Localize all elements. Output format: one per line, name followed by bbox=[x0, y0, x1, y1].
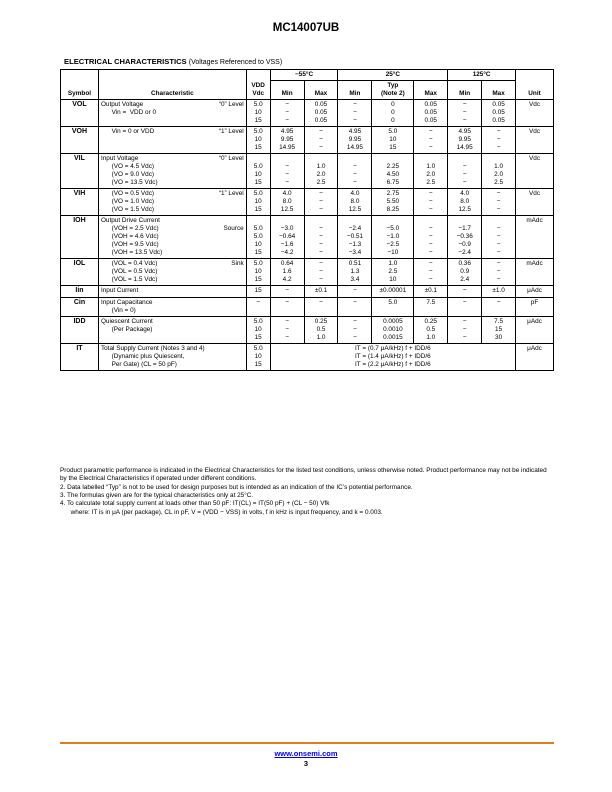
characteristic-label: Quiescent Current (Per Package) bbox=[100, 317, 153, 333]
value-cell-r25min: 4.0 8.0 12.5 bbox=[338, 189, 372, 216]
electrical-characteristics-table bbox=[60, 69, 554, 371]
value-cell-r25typ: 2.75 5.50 8.25 bbox=[372, 189, 414, 216]
table-row bbox=[61, 127, 554, 154]
value-cell-h125min: − bbox=[448, 286, 482, 298]
characteristic-label: (VOL = 0.4 Vdc) (VOL = 0.5 Vdc) (VOL = 1.5 Vdc) bbox=[111, 260, 158, 283]
table-row bbox=[61, 100, 554, 127]
value-cell-m55min: − − − bbox=[270, 100, 304, 127]
characteristic-label: Input Current bbox=[100, 287, 139, 294]
value-cell-h125max: − bbox=[482, 297, 516, 316]
value-cell-r25typ: 2.25 4.50 6.75 bbox=[372, 154, 414, 189]
value-cell-m55min: 4.95 9.95 14.95 bbox=[270, 127, 304, 154]
symbol-cell: Cin bbox=[61, 297, 99, 316]
col-min: Min bbox=[270, 81, 304, 100]
value-cell-r25typ: 0.0005 0.0010 0.0015 bbox=[372, 316, 414, 343]
symbol-cell: VIL bbox=[61, 154, 99, 189]
characteristic-cell bbox=[98, 100, 246, 127]
value-cell-h125min: − − − bbox=[448, 316, 482, 343]
note-3: 3. The formulas given are for the typical characteristics only at 25°C. bbox=[60, 491, 254, 499]
level-label: Source bbox=[223, 225, 244, 232]
section-title bbox=[64, 57, 282, 66]
value-cell-m55min: 0.64 1.6 4.2 bbox=[270, 259, 304, 286]
value-cell-unit: μAdc bbox=[516, 286, 554, 298]
footer-rule bbox=[60, 742, 554, 744]
value-cell-m55min: −3.0 −0.64 −1.6 −4.2 bbox=[270, 216, 304, 259]
characteristic-label: Input Capacitance (Vin = 0) bbox=[100, 298, 153, 314]
characteristic-label: Output Drive Current (VOH = 2.5 Vdc) (VOH = 4.6 Vdc) (VOH = 9.5 Vdc) (VOH = 13.5 Vdc) bbox=[100, 217, 163, 256]
value-cell-r25max: − − − − bbox=[414, 216, 448, 259]
value-cell-r25typ: ±0.00001 bbox=[372, 286, 414, 298]
table-row bbox=[61, 297, 554, 316]
characteristic-label: Vin = 0 or VDD bbox=[100, 128, 155, 135]
page-number: 3 bbox=[303, 759, 309, 768]
symbol-cell: IDD bbox=[61, 316, 99, 343]
characteristic-cell bbox=[98, 127, 246, 154]
value-cell-r25min: − bbox=[338, 297, 372, 316]
col-min: Min bbox=[338, 81, 372, 100]
level-label: “1” Level bbox=[218, 190, 244, 197]
value-cell-unit: μAdc bbox=[516, 343, 554, 370]
value-cell-unit: mAdc bbox=[516, 216, 554, 259]
value-cell-h125min: 0.36 0.9 2.4 bbox=[448, 259, 482, 286]
value-cell-vdd: 15 bbox=[246, 286, 270, 298]
symbol-cell: VOL bbox=[61, 100, 99, 127]
level-label: “0” Level bbox=[218, 155, 244, 162]
footer-link-wrap bbox=[0, 749, 612, 758]
value-cell-h125max: − − − bbox=[482, 127, 516, 154]
value-cell-r25min: − bbox=[338, 286, 372, 298]
page-title: MC14007UB bbox=[272, 22, 340, 34]
notes bbox=[60, 467, 554, 517]
value-cell-unit: Vdc bbox=[516, 127, 554, 154]
value-cell-r25max: 0.05 0.05 0.05 bbox=[414, 100, 448, 127]
value-cell-m55max: − − − − bbox=[304, 216, 338, 259]
value-cell-r25typ: 1.0 2.5 10 bbox=[372, 259, 414, 286]
value-cell-h125min: 4.0 8.0 12.5 bbox=[448, 189, 482, 216]
value-cell-h125min: 4.95 9.95 14.95 bbox=[448, 127, 482, 154]
value-cell-vdd: 5.0 10 15 bbox=[246, 154, 270, 189]
value-cell-h125max: 7.5 15 30 bbox=[482, 316, 516, 343]
characteristic-cell bbox=[98, 189, 246, 216]
value-cell-m55max: 0.25 0.5 1.0 bbox=[304, 316, 338, 343]
value-cell-m55max: − − − bbox=[304, 259, 338, 286]
value-cell-r25max: − − − bbox=[414, 259, 448, 286]
header-row-temps bbox=[61, 70, 554, 81]
note-4a: 4. To calculate total supply current at loads other than 50 pF: IT(CL) = IT(50 pF) + (CL − 50) Vfk bbox=[60, 500, 330, 508]
section-heading: ELECTRICAL CHARACTERISTICS bbox=[64, 57, 187, 66]
characteristic-label: Input Voltage (VO = 4.5 Vdc) (VO = 9.0 Vdc) (VO = 13.5 Vdc) bbox=[100, 155, 158, 186]
value-cell-r25max: − − − bbox=[414, 127, 448, 154]
value-cell-m55max: ±0.1 bbox=[304, 286, 338, 298]
value-cell-unit: Vdc bbox=[516, 189, 554, 216]
value-cell-h125min: − − − bbox=[448, 100, 482, 127]
symbol-cell: IOL bbox=[61, 259, 99, 286]
value-cell-m55min: 4.0 8.0 12.5 bbox=[270, 189, 304, 216]
col-max: Max bbox=[414, 81, 448, 100]
note-2: 2. Data labelled “Typ” is not to be used for design purposes but is intended as an indication of the IC’s potential performance. bbox=[60, 483, 413, 491]
characteristic-label: Output Voltage Vin = VDD or 0 bbox=[100, 101, 157, 116]
characteristic-cell: Total Supply Current (Notes 3 and 4) (Dynamic plus Quiescent, Per Gate) (CL = 50 pF) bbox=[98, 343, 246, 370]
value-cell-m55min: − − − bbox=[270, 316, 304, 343]
col-temp-minus55: −55°C bbox=[270, 70, 338, 81]
value-cell-vdd: 5.0 10 15 bbox=[246, 316, 270, 343]
value-cell-unit: pF bbox=[516, 297, 554, 316]
characteristic-cell bbox=[98, 297, 246, 316]
value-cell-r25typ: 0 0 0 bbox=[372, 100, 414, 127]
value-cell-unit: μAdc bbox=[516, 316, 554, 343]
value-cell-r25max: 7.5 bbox=[414, 297, 448, 316]
value-cell-vdd: 5.0 10 15 bbox=[246, 127, 270, 154]
value-cell-r25min: 0.51 1.3 3.4 bbox=[338, 259, 372, 286]
value-cell-r25typ: −5.0 −1.0 −2.5 −10 bbox=[372, 216, 414, 259]
value-cell-m55max: − bbox=[304, 297, 338, 316]
col-symbol: Symbol bbox=[61, 70, 99, 100]
value-cell-h125max: − − − − bbox=[482, 216, 516, 259]
col-max: Max bbox=[304, 81, 338, 100]
value-cell-r25max: 0.25 0.5 1.0 bbox=[414, 316, 448, 343]
value-cell-vdd: 5.0 10 15 bbox=[246, 343, 270, 370]
value-cell-m55min: − − − bbox=[270, 154, 304, 189]
value-cell-m55max: − − − bbox=[304, 127, 338, 154]
value-cell-vdd: 5.0 10 15 bbox=[246, 100, 270, 127]
value-cell-r25max: 1.0 2.0 2.5 bbox=[414, 154, 448, 189]
value-cell-r25typ: 5.0 10 15 bbox=[372, 127, 414, 154]
value-cell-h125min: −1.7 −0.36 −0.9 −2.4 bbox=[448, 216, 482, 259]
value-cell-h125max: ±1.0 bbox=[482, 286, 516, 298]
characteristic-label: (VO = 0.5 Vdc) (VO = 1.0 Vdc) (VO = 1.5 Vdc) bbox=[111, 190, 155, 213]
value-cell-r25min: − − − bbox=[338, 100, 372, 127]
table-row bbox=[61, 259, 554, 286]
col-characteristic: Characteristic bbox=[98, 70, 246, 100]
symbol-cell: IT bbox=[61, 343, 99, 370]
table-row bbox=[61, 216, 554, 259]
table-row bbox=[61, 316, 554, 343]
value-cell-m55max: 1.0 2.0 2.5 bbox=[304, 154, 338, 189]
value-cell-r25max: ±0.1 bbox=[414, 286, 448, 298]
symbol-cell: VIH bbox=[61, 189, 99, 216]
col-typ: Typ (Note 2) bbox=[372, 81, 414, 100]
level-label: Sink bbox=[231, 260, 244, 267]
col-temp-125: 125°C bbox=[448, 70, 516, 81]
value-cell-m55max: 0.05 0.05 0.05 bbox=[304, 100, 338, 127]
table-row bbox=[61, 286, 554, 298]
table-row-total-supply bbox=[61, 343, 554, 370]
col-unit: Unit bbox=[516, 70, 554, 100]
symbol-cell: VOH bbox=[61, 127, 99, 154]
value-cell-h125min: − − − bbox=[448, 154, 482, 189]
footer-link[interactable]: www.onsemi.com bbox=[274, 749, 338, 758]
value-cell-h125max: 0.05 0.05 0.05 bbox=[482, 100, 516, 127]
value-cell-unit: Vdc bbox=[516, 154, 554, 189]
table-row bbox=[61, 189, 554, 216]
symbol-cell: IOH bbox=[61, 216, 99, 259]
value-cell-vdd: 5.0 10 15 bbox=[246, 259, 270, 286]
table-row bbox=[61, 154, 554, 189]
characteristic-cell bbox=[98, 154, 246, 189]
level-label: “0” Level bbox=[218, 101, 244, 108]
note-0: Product parametric performance is indicated in the Electrical Characteristics for the listed test conditions, unless otherwise noted. Product performance may not be indicated by the Electrical Characteristics if operated under different conditions. bbox=[60, 467, 547, 483]
col-max: Max bbox=[482, 81, 516, 100]
value-cell-unit: Vdc bbox=[516, 100, 554, 127]
value-cell-r25min: 4.95 9.95 14.95 bbox=[338, 127, 372, 154]
characteristic-cell bbox=[98, 216, 246, 259]
value-cell-h125max: 1.0 2.0 2.5 bbox=[482, 154, 516, 189]
characteristic-cell bbox=[98, 316, 246, 343]
col-vdd: VDD Vdc bbox=[246, 70, 270, 100]
symbol-cell: Iin bbox=[61, 286, 99, 298]
value-cell-r25typ: 5.0 bbox=[372, 297, 414, 316]
note-4b: where: IT is in μA (per package), CL in pF, V = (VDD − VSS) in volts, f in kHz is input frequency, and k = 0.003. bbox=[60, 508, 383, 516]
value-cell-unit: mAdc bbox=[516, 259, 554, 286]
value-cell-m55min: − bbox=[270, 286, 304, 298]
value-cell-h125max: − − − bbox=[482, 259, 516, 286]
value-cell-m55max: − − − bbox=[304, 189, 338, 216]
section-subtitle: (Voltages Referenced to VSS) bbox=[188, 59, 283, 66]
value-cell-vdd: 5.0 10 15 bbox=[246, 189, 270, 216]
value-cell-h125max: − − − bbox=[482, 189, 516, 216]
level-label: “1” Level bbox=[218, 128, 244, 135]
value-cell-r25min: − − − bbox=[338, 154, 372, 189]
value-cell-vdd: 5.0 5.0 10 15 bbox=[246, 216, 270, 259]
characteristic-cell bbox=[98, 259, 246, 286]
value-cell-r25min: − − − bbox=[338, 316, 372, 343]
col-temp-25: 25°C bbox=[338, 70, 448, 81]
value-cell-h125min: − bbox=[448, 297, 482, 316]
value-cell-r25min: −2.4 −0.51 −1.3 −3.4 bbox=[338, 216, 372, 259]
formula-cell: IT = (0.7 μA/kHz) f + IDD/6 IT = (1.4 μA/kHz) f + IDD/6 IT = (2.2 μA/kHz) f + IDD/6 bbox=[270, 343, 515, 370]
value-cell-m55min: − bbox=[270, 297, 304, 316]
value-cell-r25max: − − − bbox=[414, 189, 448, 216]
value-cell-vdd: − bbox=[246, 297, 270, 316]
characteristic-cell bbox=[98, 286, 246, 298]
col-min: Min bbox=[448, 81, 482, 100]
